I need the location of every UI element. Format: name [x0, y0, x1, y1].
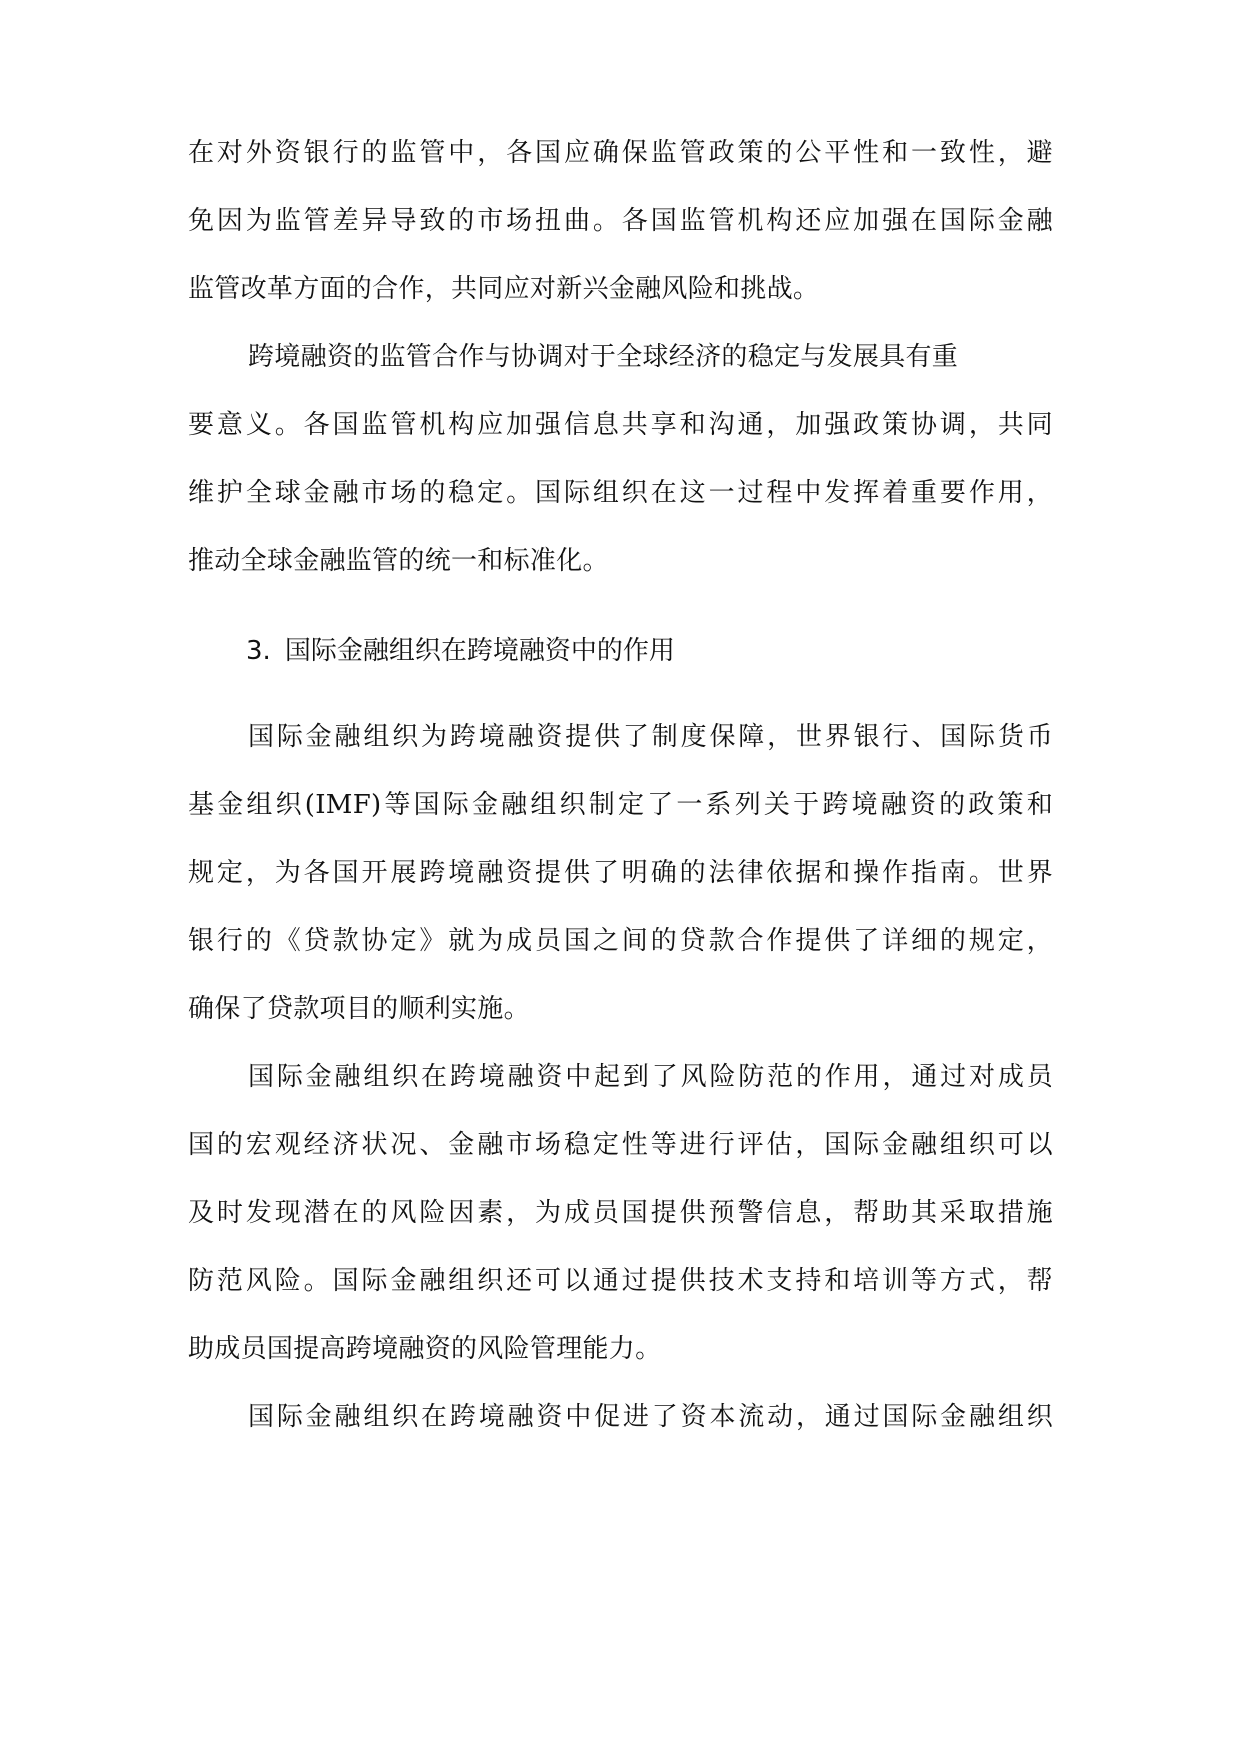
- text-line: 助成员国提高跨境融资的风险管理能力。: [188, 1334, 662, 1364]
- text-line: 推动全球金融监管的统一和标准化。: [188, 546, 609, 576]
- text-line: 维护全球金融市场的稳定。国际组织在这一过程中发挥着重要作用，: [188, 478, 1053, 508]
- section-title: 国际金融组织在跨境融资中的作用: [284, 636, 675, 666]
- text-line: 银行的《贷款协定》就为成员国之间的贷款合作提供了详细的规定，: [188, 926, 1053, 956]
- section-heading: [246, 634, 675, 668]
- text-line: 国际金融组织为跨境融资提供了制度保障，世界银行、国际货币: [248, 722, 1053, 752]
- text-line: 监管改革方面的合作，共同应对新兴金融风险和挑战。: [188, 274, 820, 304]
- text-line: 免因为监管差异导致的市场扭曲。各国监管机构还应加强在国际金融: [188, 206, 1053, 236]
- text-line: 跨境融资的监管合作与协调对于全球经济的稳定与发展具有重: [248, 342, 959, 372]
- text-line: 规定，为各国开展跨境融资提供了明确的法律依据和操作指南。世界: [188, 858, 1053, 888]
- text-line: 国的宏观经济状况、金融市场稳定性等进行评估，国际金融组织可以: [188, 1130, 1053, 1160]
- section-number: 3.: [246, 636, 271, 666]
- text-line: 在对外资银行的监管中，各国应确保监管政策的公平性和一致性，避: [188, 138, 1053, 168]
- text-line: 确保了贷款项目的顺利实施。: [188, 994, 530, 1024]
- text-line: 基金组织(IMF)等国际金融组织制定了一系列关于跨境融资的政策和: [188, 790, 1053, 820]
- text-line: 国际金融组织在跨境融资中促进了资本流动，通过国际金融组织: [248, 1402, 1053, 1432]
- text-line: 要意义。各国监管机构应加强信息共享和沟通，加强政策协调，共同: [188, 410, 1053, 440]
- text-line: 及时发现潜在的风险因素，为成员国提供预警信息，帮助其采取措施: [188, 1198, 1053, 1228]
- text-line: 防范风险。国际金融组织还可以通过提供技术支持和培训等方式，帮: [188, 1266, 1053, 1296]
- text-line: 国际金融组织在跨境融资中起到了风险防范的作用，通过对成员: [248, 1062, 1053, 1092]
